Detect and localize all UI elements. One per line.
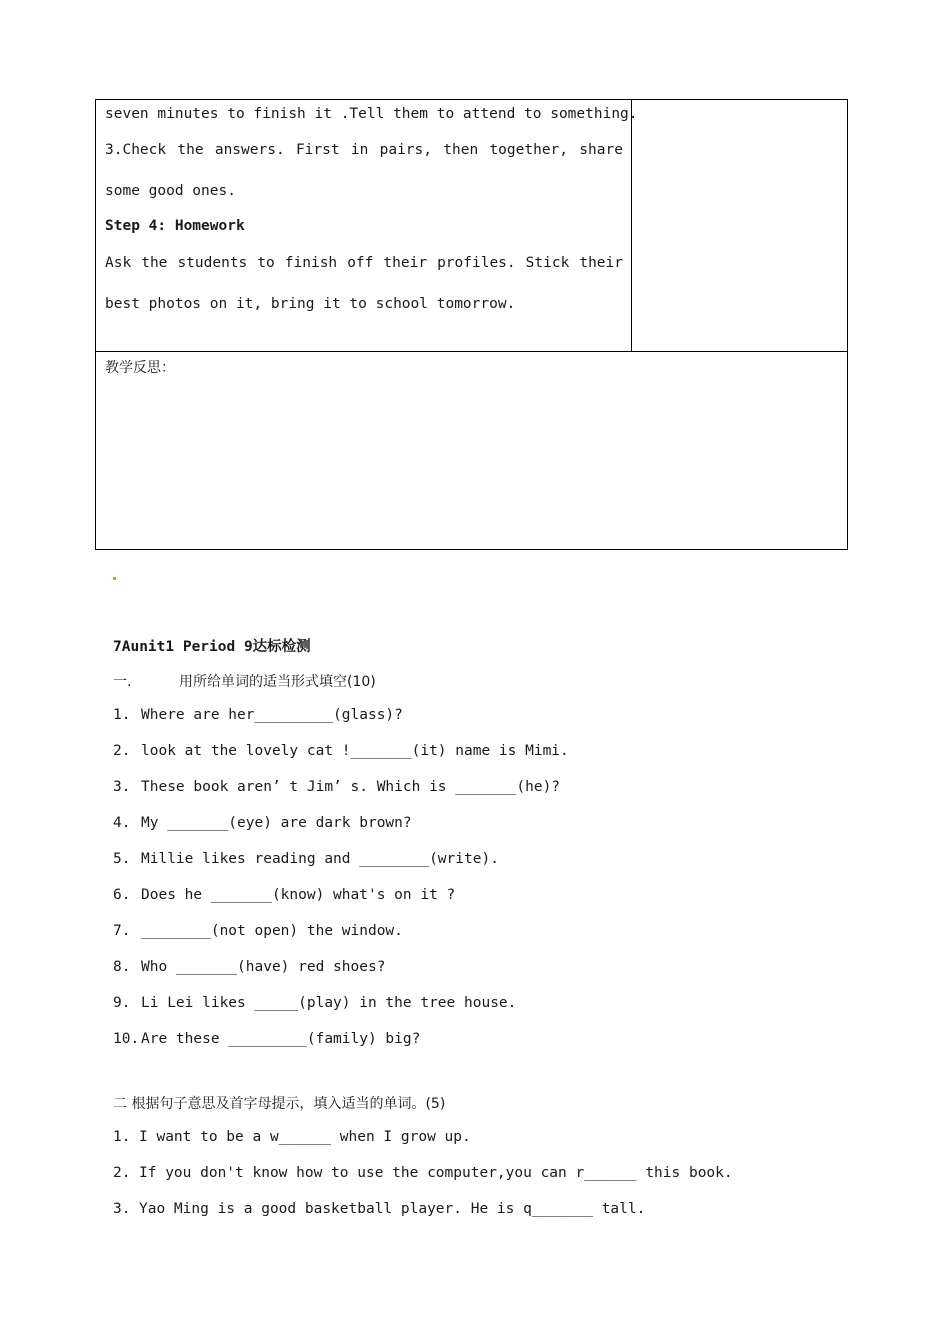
word: the (177, 142, 204, 158)
question-6: 6. Does he _______(know) what's on it ? (113, 887, 456, 903)
part1-heading-text: 用所给单词的适当形式填空(10) (179, 674, 376, 690)
word: students (177, 255, 248, 271)
word: off (347, 255, 374, 271)
word: First (295, 142, 340, 158)
question-9: 9. Li Lei likes _____(play) in the tree house. (113, 995, 517, 1011)
reflection-label: 教学反思： (105, 360, 175, 376)
homework-line (105, 255, 623, 271)
word: together, (489, 142, 569, 158)
word: the (141, 255, 168, 271)
reflection-cell (96, 352, 847, 549)
question-10: 10. Are these _________(family) big? (113, 1031, 421, 1047)
word: in (350, 142, 369, 158)
part1-heading (113, 671, 376, 691)
word: their (579, 255, 623, 271)
section-title: 7Aunit1 Period 9达标检测 (113, 639, 311, 655)
word: profiles. (437, 255, 516, 271)
word: 3.Check (105, 142, 167, 158)
lesson-steps-cell (96, 100, 638, 352)
notes-cell (632, 100, 847, 352)
question-4: 4. My _______(eye) are dark brown? (113, 815, 412, 831)
question-8: 8. Who _______(have) red shoes? (113, 959, 386, 975)
word: then (443, 142, 479, 158)
question-1: 1. Where are her_________(glass)? (113, 707, 403, 723)
lesson-plan-table (95, 99, 848, 550)
word: share (579, 142, 623, 158)
word: their (383, 255, 428, 271)
question-7: 7. ________(not open) the window. (113, 923, 403, 939)
part1-heading-number: 一. (113, 674, 132, 690)
word: pairs, (379, 142, 432, 158)
fill-question-1: 1. I want to be a w______ when I grow up. (113, 1129, 471, 1145)
step-text-line: some good ones. (105, 183, 236, 199)
step-text-line: seven minutes to finish it .Tell them to attend to something. (105, 106, 638, 122)
question-2: 2. look at the lovely cat !_______(it) name is Mimi. (113, 743, 569, 759)
word: Stick (525, 255, 570, 271)
question-5: 5. Millie likes reading and ________(write). (113, 851, 499, 867)
step-text-line: best photos on it, bring it to school tomorrow. (105, 296, 516, 312)
word: Ask (105, 255, 132, 271)
word: answers. (214, 142, 285, 158)
check-answers-line (105, 142, 623, 158)
fill-question-2: 2. If you don't know how to use the computer,you can r______ this book. (113, 1165, 733, 1181)
word: finish (284, 255, 338, 271)
word: to (257, 255, 275, 271)
question-3: 3. These book aren’ t Jim’ s. Which is _______(he)? (113, 779, 561, 795)
part2-heading: 二 根据句子意思及首字母提示，填入适当的单词。(5) (113, 1096, 446, 1112)
fill-question-3: 3. Yao Ming is a good basketball player. He is q_______ tall. (113, 1201, 646, 1217)
step4-title: Step 4: Homework (105, 218, 245, 234)
decorative-dot (113, 577, 116, 580)
